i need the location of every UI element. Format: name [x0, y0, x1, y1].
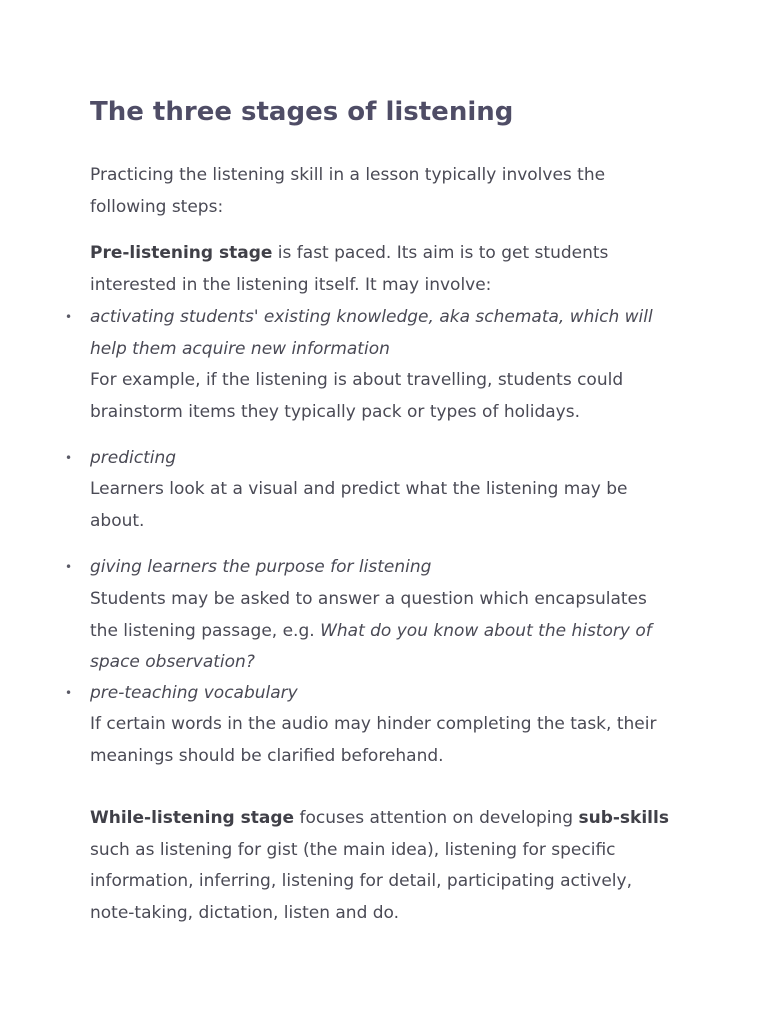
while-listening-heading: While-listening stage: [90, 808, 295, 828]
bullet-icon: •: [65, 686, 73, 700]
sub-skills-term: sub-skills: [578, 808, 669, 828]
bullet-predicting-detail: Learners look at a visual and predict what the listening may be about.: [90, 479, 628, 531]
pre-listening-text: is fast paced. Its aim is to get students interested in the listening itself. It may involve:: [90, 243, 609, 295]
bullet-purpose-detail: [90, 584, 670, 679]
bullet-purpose: giving learners the purpose for listening: [90, 557, 432, 577]
while-listening-paragraph: [90, 803, 670, 929]
bullet-activating-schemata: activating students' existing knowledge, aka schemata, which will help them acquire new information: [90, 307, 653, 359]
pre-listening-paragraph: [90, 238, 670, 301]
intro-paragraph: Practicing the listening skill in a lesson typically involves the following steps:: [90, 165, 606, 217]
bullet-pre-teaching: pre-teaching vocabulary: [90, 683, 298, 703]
purpose-detail-example: What do you know about the history of space observation?: [90, 620, 652, 672]
bullet-icon: •: [65, 310, 73, 324]
bullet-icon: •: [65, 560, 73, 574]
while-listening-text1: focuses attention on developing: [294, 808, 579, 828]
bullet-predicting: predicting: [90, 448, 177, 468]
while-listening-text2: such as listening for gist (the main idea), listening for specific information, inferring, listening for detail, participating actively, note-taking, dictation, listen and do.: [90, 839, 632, 923]
pre-listening-heading: Pre-listening stage: [90, 243, 273, 263]
purpose-detail-text: Students may be asked to answer a question which encapsulates the listening passage, e.g.: [90, 589, 647, 641]
bullet-pre-teaching-detail: If certain words in the audio may hinder completing the task, their meanings should be clarified beforehand.: [90, 714, 657, 766]
bullet-icon: •: [65, 451, 73, 465]
page-title: The three stages of listening: [90, 97, 514, 127]
bullet-activating-detail: For example, if the listening is about travelling, students could brainstorm items they typically pack or types of holidays.: [90, 370, 624, 422]
